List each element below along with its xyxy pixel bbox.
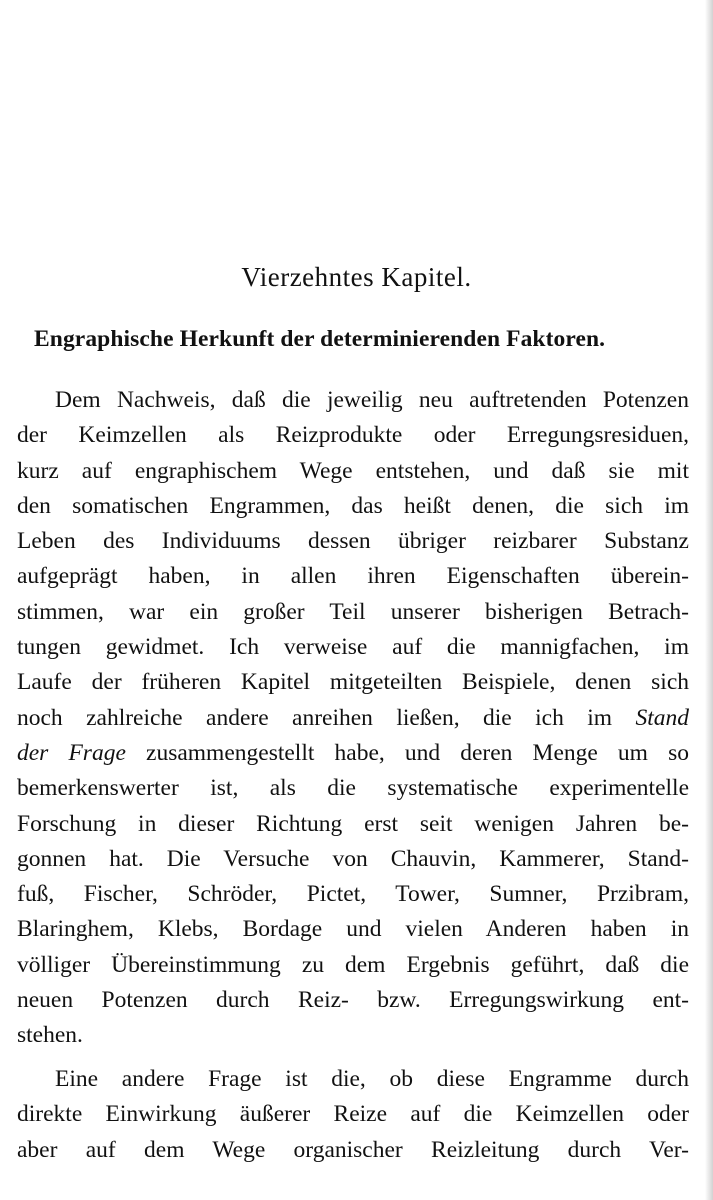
text-line: direkte Einwirkung äußerer Reize auf die Keimzellen oder bbox=[17, 1101, 689, 1128]
text-line bbox=[17, 736, 689, 771]
text-line: Eine andere Frage ist die, ob diese Engramme durch bbox=[55, 1066, 689, 1092]
text-line: tungen gewidmet. Ich verweise auf die mannigfachen, im bbox=[17, 634, 689, 661]
text-line: kurz auf engraphischem Wege entstehen, und daß sie mit bbox=[17, 457, 689, 484]
text-line: völliger Übereinstimmung zu dem Ergebnis geführt, daß die bbox=[17, 951, 689, 978]
text-line: stimmen, war ein großer Teil unserer bisherigen Betrach- bbox=[17, 598, 689, 625]
text-line: aber auf dem Wege organischer Reizleitung durch Ver- bbox=[17, 1136, 689, 1163]
paragraph-2 bbox=[17, 1062, 689, 1168]
text-line: fuß, Fischer, Schröder, Pictet, Tower, Sumner, Przibram, bbox=[17, 881, 689, 908]
text-line: aufgeprägt haben, in allen ihren Eigenschaften überein- bbox=[17, 563, 689, 590]
text-line: Laufe der früheren Kapitel mitgeteilten Beispiele, denen sich bbox=[17, 669, 689, 696]
text-line: den somatischen Engrammen, das heißt denen, die sich im bbox=[17, 492, 689, 519]
italic-reference-der-frage: der Frage bbox=[17, 739, 126, 766]
text-line: Dem Nachweis, daß die jeweilig neu auftretenden Potenzen bbox=[55, 387, 689, 413]
text-run: noch zahlreiche andere anreihen ließen, die ich im bbox=[17, 704, 613, 731]
text-line: der Keimzellen als Reizprodukte oder Erregungsresiduen, bbox=[17, 422, 689, 449]
text-line: neuen Potenzen durch Reiz- bzw. Erregungswirkung ent- bbox=[17, 987, 689, 1014]
text-line: gonnen hat. Die Versuche von Chauvin, Kammerer, Stand- bbox=[17, 845, 689, 872]
text-run: zusammengestellt habe, und deren Menge um so bbox=[146, 739, 689, 766]
text-line: stehen. bbox=[17, 1022, 83, 1049]
paragraph-1 bbox=[17, 383, 689, 1054]
chapter-title: Vierzehntes Kapitel. bbox=[241, 262, 472, 292]
text-line bbox=[17, 701, 689, 736]
text-line: Leben des Individuums dessen übriger reizbarer Substanz bbox=[17, 528, 689, 555]
text-line: Forschung in dieser Richtung erst seit wenigen Jahren be- bbox=[17, 810, 689, 837]
text-line: bemerkenswerter ist, als die systematische experimentelle bbox=[17, 775, 689, 802]
italic-reference-stand: Stand bbox=[635, 704, 689, 731]
text-line: Blaringhem, Klebs, Bordage und vielen Anderen haben in bbox=[17, 916, 689, 943]
page-edge-shadow bbox=[705, 0, 713, 1200]
section-title: Engraphische Herkunft der determinierenden Faktoren. bbox=[34, 326, 606, 352]
